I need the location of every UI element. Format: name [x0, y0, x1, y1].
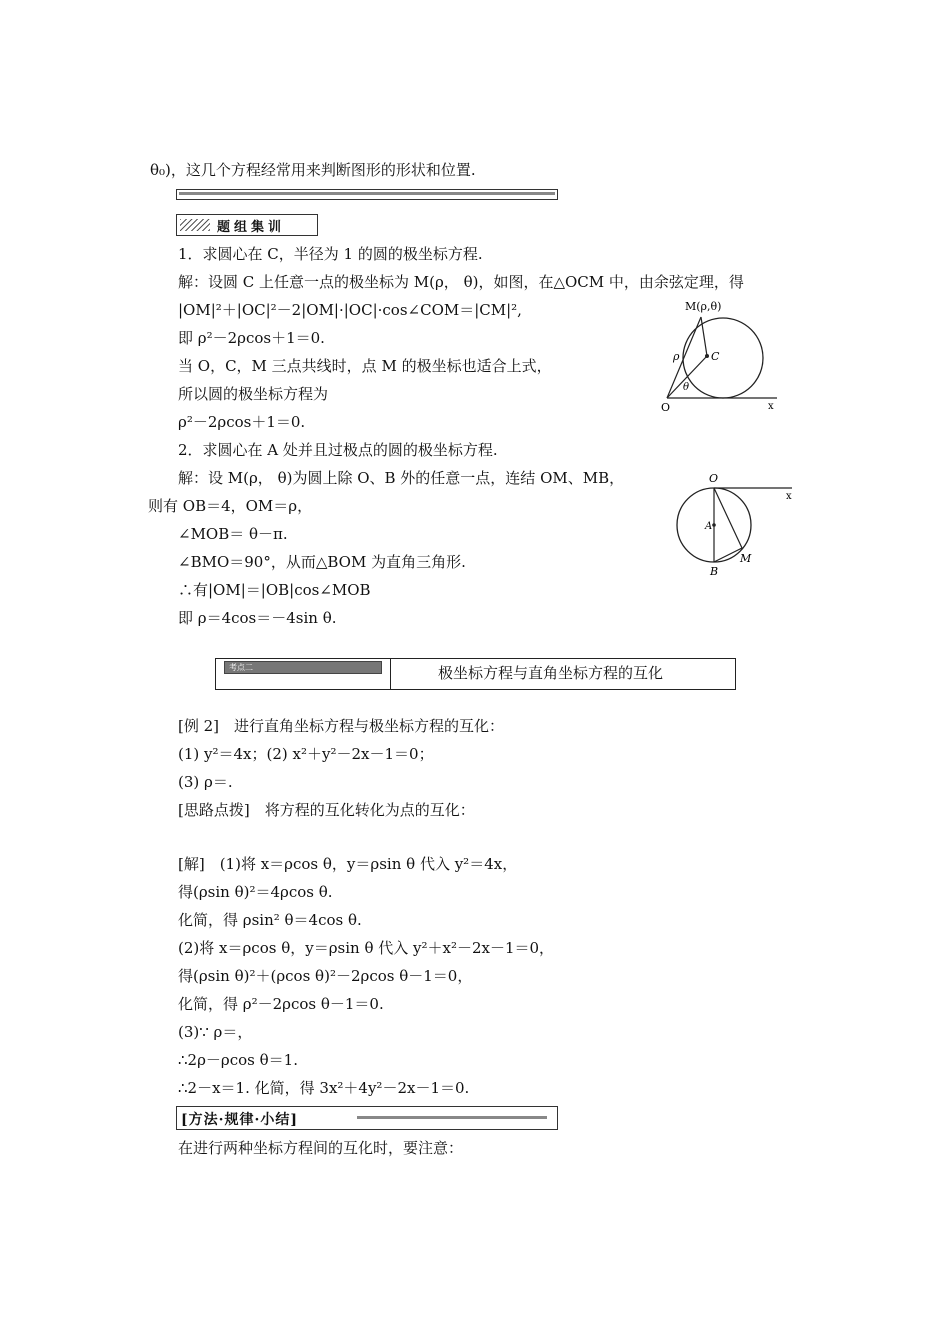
problem2-line2: 则有 OB＝4，OM＝ρ， [148, 497, 313, 515]
solution-line5: 得(ρsin θ)²＋(ρcos θ)²－2ρcos θ－1＝0， [178, 967, 473, 985]
label-theta: θ [683, 382, 690, 393]
center-c-dot [705, 354, 709, 358]
figure-circle-c [655, 298, 785, 414]
label-x: x [768, 401, 774, 412]
problem2-line5: ∴有|OM|＝|OB|cos∠MOB [178, 581, 371, 599]
section-tag-cell [216, 659, 391, 689]
problem1-question: 1．求圆心在 C，半径为 1 的圆的极坐标方程. [178, 245, 483, 263]
problem2-question: 2．求圆心在 A 处并且过极点的圆的极坐标方程. [178, 441, 498, 459]
method-tag-label: [方法·规律·小结] [181, 1112, 298, 1128]
solution-line4: (2)将 x＝ρcos θ，y＝ρsin θ 代入 y²＋x²－2x－1＝0， [178, 939, 555, 957]
figure-circle-a [672, 472, 797, 580]
example2-line1: [例 2] 进行直角坐标方程与极坐标方程的互化： [178, 717, 505, 735]
problem1-line5: 所以圆的极坐标方程为 [178, 385, 329, 403]
solution-line8: ∴2ρ－ρcos θ＝1. [178, 1051, 298, 1069]
intro-text: θ₀)，这几个方程经常用来判断图形的形状和位置. [150, 161, 476, 179]
label-o: O [709, 472, 719, 485]
solution-line3: 化简，得 ρsin² θ＝4cos θ. [178, 911, 362, 929]
group-tag [176, 214, 318, 236]
label-m: M(ρ,θ) [685, 300, 722, 313]
problem2-line6: 即 ρ＝4cos＝－4sin θ. [178, 609, 337, 627]
group-tag-label: 题组集训 [217, 220, 286, 235]
problem2-line4: ∠BMO＝90°，从而△BOM 为直角三角形. [178, 553, 466, 571]
section-tag-label: 考点二 [229, 663, 253, 672]
label-o: O [661, 401, 671, 414]
method-tag-bar [357, 1116, 547, 1119]
section-header [215, 658, 736, 690]
section-title: 极坐标方程与直角坐标方程的互化 [438, 664, 664, 682]
section-tag [224, 661, 382, 674]
solution-line1: [解] (1)将 x＝ρcos θ，y＝ρsin θ 代入 y²＝4x， [178, 855, 518, 873]
problem2-line1: 解：设 M(ρ， θ)为圆上除 O、B 外的任意一点，连结 OM、MB， [178, 469, 625, 487]
solution-line2: 得(ρsin θ)²＝4ρcos θ. [178, 883, 333, 901]
problem1-line3: 即 ρ²－2ρcos＋1＝0. [178, 329, 325, 347]
problem2-line3: ∠MOB＝ θ－π. [178, 525, 288, 543]
label-b: B [710, 565, 719, 578]
label-x: x [786, 491, 792, 502]
solution-line6: 化简，得 ρ²－2ρcos θ－1＝0. [178, 995, 384, 1013]
label-c: C [711, 350, 720, 363]
label-rho: ρ [673, 350, 680, 363]
divider-bar [176, 189, 558, 200]
example2-line2: (1) y²＝4x；(2) x²＋y²－2x－1＝0； [178, 745, 434, 763]
solution-line7: (3)∵ ρ＝， [178, 1023, 253, 1041]
label-a: A [705, 521, 713, 532]
label-m: M [740, 552, 752, 565]
hatch-decoration [180, 219, 210, 231]
center-a-dot [712, 523, 716, 527]
problem1-line6: ρ²－2ρcos＋1＝0. [178, 413, 306, 431]
problem1-line2: |OM|²＋|OC|²－2|OM|·|OC|·cos∠COM＝|CM|², [178, 301, 522, 319]
problem1-line4: 当 O，C，M 三点共线时，点 M 的极坐标也适合上式， [178, 357, 552, 375]
example2-hint: [思路点拨] 将方程的互化转化为点的互化： [178, 801, 475, 819]
example2-line3: (3) ρ＝. [178, 773, 233, 791]
method-tag [176, 1106, 558, 1130]
method-line1: 在进行两种坐标方程间的互化时，要注意： [178, 1139, 464, 1157]
problem1-line1: 解：设圆 C 上任意一点的极坐标为 M(ρ， θ)，如图，在△OCM 中，由余弦定理，得 [178, 273, 744, 291]
solution-line9: ∴2－x＝1. 化简，得 3x²＋4y²－2x－1＝0. [178, 1079, 470, 1097]
